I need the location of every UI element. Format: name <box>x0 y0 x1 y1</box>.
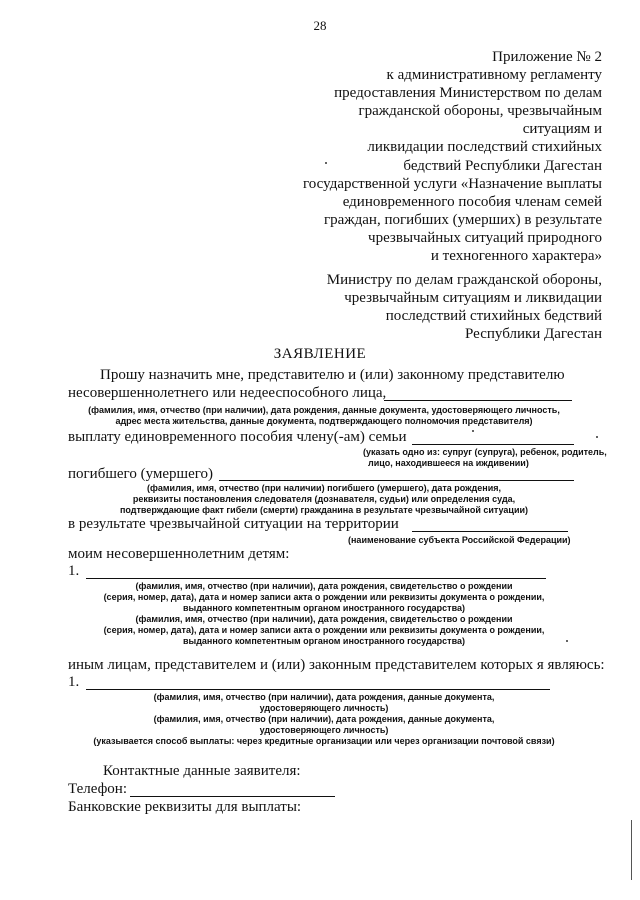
other-person-note: удостоверяющего личность) <box>259 725 389 735</box>
deceased-field-note: (фамилия, имя, отчество (при наличии) погибшего (умершего), дата рождения, <box>147 483 501 493</box>
appendix-line: государственной услуги «Назначение выплаты <box>303 175 602 192</box>
child-field-note: (серия, номер, дата), дата и номер записи акта о рождении или реквизиты документа о рождении, <box>103 592 545 602</box>
document-title: ЗАЯВЛЕНИЕ <box>273 346 367 362</box>
appendix-line: чрезвычайных ситуаций природного <box>368 229 602 246</box>
appendix-line: бедствий Республики Дагестан <box>403 157 602 174</box>
contacts-label: Контактные данные заявителя: <box>103 763 301 779</box>
scan-speck <box>596 436 598 438</box>
deceased-label: погибшего (умершего) <box>68 466 214 482</box>
other-item-number: 1. <box>68 674 80 690</box>
family-member-field[interactable] <box>412 444 574 445</box>
appendix-line: гражданской обороны, чрезвычайным <box>358 103 602 120</box>
addressee-line: чрезвычайным ситуациям и ликвидации <box>344 290 602 307</box>
child-item-number: 1. <box>68 563 80 579</box>
child-field-note: (фамилия, имя, отчество (при наличии), дата рождения, свидетельство о рождении <box>135 581 513 591</box>
territory-field-note: (наименование субъекта Российской Федерации) <box>348 535 571 545</box>
territory-label: в результате чрезвычайной ситуации на территории <box>68 516 399 532</box>
family-member-note: лицо, находившееся на иждивении) <box>368 458 529 468</box>
child-field-note: выданного компетентным органом иностранного государства) <box>182 603 466 613</box>
others-label: иным лицам, представителем и (или) законным представителем которых я являюсь: <box>68 657 605 673</box>
scan-speck <box>472 430 474 432</box>
scan-edge-mark <box>631 820 632 880</box>
deceased-field-note: подтверждающие факт гибели (смерти) гражданина в результате чрезвычайной ситуации) <box>119 505 529 515</box>
payment-method-note: (указывается способ выплаты: через кредитные организации или через организации почтовой связи) <box>93 736 555 746</box>
applicant-field-note: (фамилия, имя, отчество (при наличии), дата рождения, данные документа, удостоверяющего личность, <box>88 405 560 415</box>
phone-field[interactable] <box>130 796 335 797</box>
appendix-header <box>303 48 602 265</box>
child-field[interactable] <box>86 578 546 579</box>
request-text-cont: несовершеннолетнего или недееспособного лица, <box>68 385 387 401</box>
child-field-note: выданного компетентным органом иностранного государства) <box>182 636 466 646</box>
appendix-line: граждан, погибших (умерших) в результате <box>323 211 602 228</box>
scan-speck <box>325 162 327 164</box>
appendix-line: к административному регламенту <box>386 67 602 84</box>
addressee-line: Республики Дагестан <box>465 326 602 343</box>
bank-details-label: Банковские реквизиты для выплаты: <box>68 799 302 815</box>
appendix-line: ситуациям и <box>522 121 602 138</box>
family-member-note: (указать одно из: супруг (супруга), ребенок, родитель, <box>363 447 607 457</box>
appendix-line: единовременного пособия членам семей <box>342 193 602 210</box>
other-person-note: удостоверяющего личность) <box>259 703 389 713</box>
phone-label: Телефон: <box>68 781 127 797</box>
child-field-note: (серия, номер, дата), дата и номер записи акта о рождении или реквизиты документа о рождении, <box>103 625 545 635</box>
page-number: 28 <box>313 18 327 33</box>
deceased-field[interactable] <box>219 480 574 481</box>
addressee-line: последствий стихийных бедствий <box>385 308 602 325</box>
scan-speck <box>566 640 568 642</box>
applicant-field[interactable] <box>384 400 572 401</box>
addressee-line: Министру по делам гражданской обороны, <box>326 272 602 288</box>
other-person-note: (фамилия, имя, отчество (при наличии), дата рождения, данные документа, <box>153 692 495 702</box>
child-field-note: (фамилия, имя, отчество (при наличии), дата рождения, свидетельство о рождении <box>135 614 513 624</box>
territory-field[interactable] <box>412 531 568 532</box>
applicant-field-note: адрес места жительства, данные документа, подтверждающего полномочия представителя) <box>115 416 533 426</box>
payment-label: выплату единовременного пособия члену(-ам) семьи <box>68 429 407 445</box>
appendix-line: и техногенного характера» <box>430 248 602 265</box>
addressee-block <box>327 271 602 343</box>
request-text: Прошу назначить мне, представителю и (или) законному представителю <box>100 367 565 383</box>
deceased-field-note: реквизиты постановления следователя (дознавателя, судьи) или определения суда, <box>132 494 516 504</box>
children-label: моим несовершеннолетним детям: <box>68 546 290 562</box>
other-person-note: (фамилия, имя, отчество (при наличии), дата рождения, данные документа, <box>153 714 495 724</box>
appendix-line: предоставления Министерством по делам <box>334 85 602 102</box>
appendix-line: ликвидации последствий стихийных <box>367 139 602 156</box>
other-person-field[interactable] <box>86 689 550 690</box>
appendix-line: Приложение № 2 <box>492 49 602 65</box>
